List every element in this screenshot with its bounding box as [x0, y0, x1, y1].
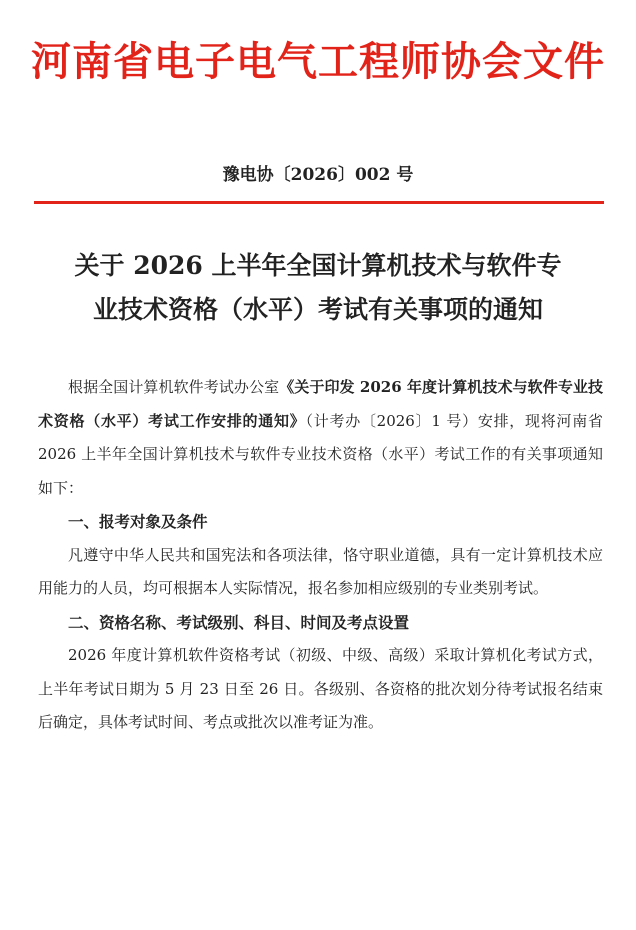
intro-referenced-notice: 《关于印发 2026 年度计算机技术与软件专业技术资格（水平）考试工作安排的通知》 [38, 378, 603, 430]
red-divider-rule [34, 201, 604, 204]
notice-title [30, 244, 606, 332]
notice-body [38, 371, 603, 740]
intro-suffix: （计考办〔2026〕1 号）安排，现将河南省 2026 上半年全国计算机技术与软件专业技术资格（水平）考试工作的有关事项通知如下： [38, 411, 603, 497]
section-1-paragraph: 凡遵守中华人民共和国宪法和各项法律，恪守职业道德，具有一定计算机技术应用能力的人员，均可根据本人实际情况，报名参加相应级别的专业类别考试。 [38, 545, 603, 597]
section-1-heading: 一、报考对象及条件 [68, 512, 208, 531]
notice-title-line-2: 业技术资格（水平）考试有关事项的通知 [92, 295, 543, 324]
document-number: 豫电协〔2026〕002 号 [222, 165, 414, 185]
section-2-heading: 二、资格名称、考试级别、科目、时间及考点设置 [68, 612, 410, 632]
section-2-paragraph: 2026 年度计算机软件资格考试（初级、中级、高级）采取计算机化考试方式，上半年考试日期为 5 月 23 日至 26 日。各级别、各资格的批次划分待考试报名结束后确定，具体考试时间、考点或批次以准考证为准。 [38, 646, 603, 731]
intro-paragraph [38, 371, 603, 505]
org-header-title: 河南省电子电气工程师协会文件 [31, 39, 605, 85]
notice-title-line-1: 关于 2026 上半年全国计算机技术与软件专 [74, 251, 562, 280]
intro-prefix: 根据全国计算机软件考试办公室 [68, 378, 280, 396]
